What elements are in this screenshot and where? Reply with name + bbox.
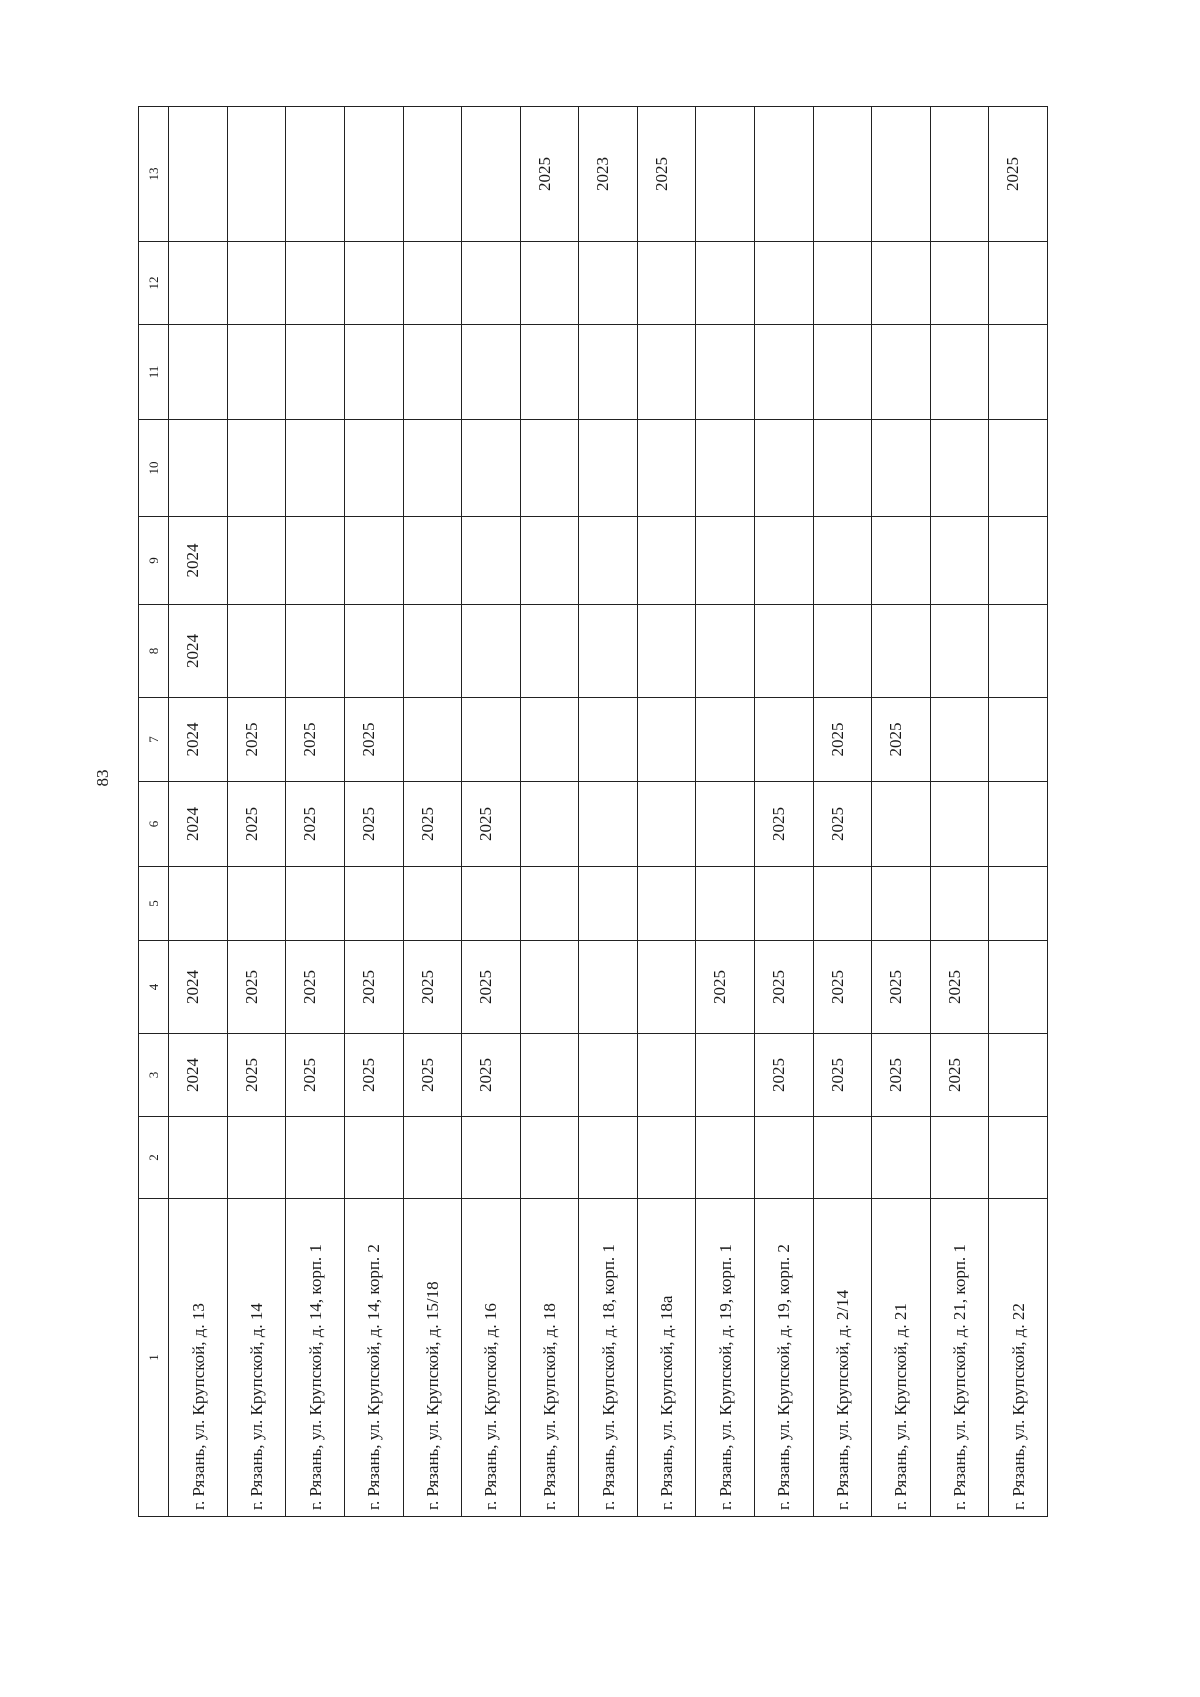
year-cell bbox=[637, 242, 696, 325]
year-cell bbox=[637, 605, 696, 698]
table-row bbox=[696, 107, 755, 1517]
year-cell bbox=[637, 1034, 696, 1117]
year-cell bbox=[579, 1034, 638, 1117]
year-cell bbox=[520, 517, 579, 605]
column-number: 1 bbox=[139, 1199, 169, 1517]
year-cell bbox=[696, 517, 755, 605]
year-cell bbox=[403, 325, 462, 420]
table-row bbox=[754, 107, 813, 1517]
year-cell bbox=[637, 1117, 696, 1199]
year-cell bbox=[754, 605, 813, 698]
year-cell: 2025 bbox=[462, 782, 521, 867]
table-row bbox=[930, 107, 989, 1517]
year-cell: 2025 bbox=[403, 782, 462, 867]
year-cell: 2025 bbox=[872, 1034, 931, 1117]
year-cell bbox=[872, 107, 931, 242]
year-cell: 2024 bbox=[169, 782, 228, 867]
table-row bbox=[813, 107, 872, 1517]
column-number: 9 bbox=[139, 517, 169, 605]
year-cell bbox=[227, 420, 286, 517]
year-cell bbox=[345, 420, 404, 517]
page-number: 83 bbox=[93, 769, 112, 787]
year-cell bbox=[579, 941, 638, 1034]
year-cell: 2025 bbox=[754, 941, 813, 1034]
year-cell bbox=[520, 605, 579, 698]
address-cell: г. Рязань, ул. Крупской, д. 21, корп. 1 bbox=[930, 1199, 989, 1517]
year-cell bbox=[696, 325, 755, 420]
year-cell bbox=[169, 1117, 228, 1199]
table-row bbox=[579, 107, 638, 1517]
year-cell bbox=[462, 605, 521, 698]
year-cell bbox=[227, 242, 286, 325]
address-cell: г. Рязань, ул. Крупской, д. 19, корп. 2 bbox=[754, 1199, 813, 1517]
year-cell bbox=[696, 1117, 755, 1199]
year-cell bbox=[930, 517, 989, 605]
year-cell bbox=[813, 325, 872, 420]
year-cell: 2025 bbox=[930, 1034, 989, 1117]
year-cell bbox=[345, 867, 404, 941]
year-cell bbox=[227, 867, 286, 941]
year-cell bbox=[696, 698, 755, 782]
year-cell bbox=[930, 698, 989, 782]
column-number: 8 bbox=[139, 605, 169, 698]
year-cell bbox=[872, 242, 931, 325]
year-cell: 2025 bbox=[813, 941, 872, 1034]
address-cell: г. Рязань, ул. Крупской, д. 18 bbox=[520, 1199, 579, 1517]
address-cell: г. Рязань, ул. Крупской, д. 14 bbox=[227, 1199, 286, 1517]
year-cell bbox=[872, 867, 931, 941]
year-cell: 2025 bbox=[286, 1034, 345, 1117]
year-cell: 2025 bbox=[462, 941, 521, 1034]
year-cell bbox=[872, 420, 931, 517]
year-cell: 2024 bbox=[169, 605, 228, 698]
table-row bbox=[286, 107, 345, 1517]
year-cell bbox=[579, 782, 638, 867]
year-cell bbox=[345, 242, 404, 325]
year-cell bbox=[754, 1117, 813, 1199]
year-cell bbox=[579, 605, 638, 698]
year-cell bbox=[169, 420, 228, 517]
table-row bbox=[872, 107, 931, 1517]
year-cell bbox=[579, 517, 638, 605]
year-cell bbox=[462, 698, 521, 782]
year-cell bbox=[696, 107, 755, 242]
address-cell: г. Рязань, ул. Крупской, д. 21 bbox=[872, 1199, 931, 1517]
year-cell bbox=[520, 1117, 579, 1199]
year-cell bbox=[696, 867, 755, 941]
table-row bbox=[403, 107, 462, 1517]
year-cell bbox=[520, 867, 579, 941]
column-number: 3 bbox=[139, 1034, 169, 1117]
year-cell bbox=[403, 420, 462, 517]
column-number: 13 bbox=[139, 107, 169, 242]
year-cell bbox=[989, 325, 1048, 420]
address-cell: г. Рязань, ул. Крупской, д. 22 bbox=[989, 1199, 1048, 1517]
year-cell: 2025 bbox=[227, 1034, 286, 1117]
year-cell bbox=[169, 867, 228, 941]
year-cell bbox=[403, 517, 462, 605]
year-cell bbox=[754, 325, 813, 420]
column-number: 12 bbox=[139, 242, 169, 325]
year-cell: 2025 bbox=[813, 698, 872, 782]
year-cell: 2024 bbox=[169, 1034, 228, 1117]
year-cell: 2025 bbox=[227, 941, 286, 1034]
year-cell bbox=[403, 242, 462, 325]
year-cell bbox=[462, 107, 521, 242]
year-cell bbox=[286, 420, 345, 517]
year-cell bbox=[872, 782, 931, 867]
year-cell bbox=[989, 605, 1048, 698]
year-cell: 2025 bbox=[754, 1034, 813, 1117]
year-cell bbox=[579, 420, 638, 517]
year-cell bbox=[813, 517, 872, 605]
year-cell bbox=[227, 605, 286, 698]
year-cell: 2024 bbox=[169, 698, 228, 782]
year-cell: 2025 bbox=[872, 698, 931, 782]
year-cell bbox=[637, 941, 696, 1034]
year-cell bbox=[286, 107, 345, 242]
year-cell bbox=[989, 782, 1048, 867]
year-cell bbox=[813, 605, 872, 698]
year-cell: 2025 bbox=[754, 782, 813, 867]
year-cell bbox=[813, 867, 872, 941]
table-row bbox=[989, 107, 1048, 1517]
year-cell bbox=[872, 605, 931, 698]
year-cell bbox=[403, 698, 462, 782]
address-cell: г. Рязань, ул. Крупской, д. 18, корп. 1 bbox=[579, 1199, 638, 1517]
year-cell: 2024 bbox=[169, 517, 228, 605]
year-cell: 2025 bbox=[696, 941, 755, 1034]
column-number: 5 bbox=[139, 867, 169, 941]
year-cell bbox=[989, 420, 1048, 517]
year-cell: 2025 bbox=[286, 698, 345, 782]
year-cell bbox=[403, 1117, 462, 1199]
year-cell bbox=[462, 325, 521, 420]
year-cell bbox=[813, 420, 872, 517]
column-number: 2 bbox=[139, 1117, 169, 1199]
year-cell bbox=[462, 867, 521, 941]
year-cell bbox=[286, 605, 345, 698]
year-cell bbox=[754, 420, 813, 517]
year-cell: 2025 bbox=[227, 782, 286, 867]
year-cell bbox=[227, 517, 286, 605]
year-cell bbox=[462, 420, 521, 517]
year-cell bbox=[345, 107, 404, 242]
year-cell: 2025 bbox=[462, 1034, 521, 1117]
year-cell: 2025 bbox=[930, 941, 989, 1034]
year-cell bbox=[872, 1117, 931, 1199]
year-cell bbox=[579, 1117, 638, 1199]
year-cell bbox=[286, 242, 345, 325]
year-cell bbox=[930, 107, 989, 242]
year-cell bbox=[930, 605, 989, 698]
year-cell: 2025 bbox=[345, 941, 404, 1034]
table-row bbox=[520, 107, 579, 1517]
year-cell bbox=[989, 698, 1048, 782]
table-row bbox=[462, 107, 521, 1517]
table-row bbox=[169, 107, 228, 1517]
column-number: 7 bbox=[139, 698, 169, 782]
year-cell bbox=[930, 420, 989, 517]
year-cell bbox=[637, 867, 696, 941]
year-cell bbox=[989, 867, 1048, 941]
year-cell: 2025 bbox=[813, 1034, 872, 1117]
year-cell bbox=[637, 698, 696, 782]
year-cell bbox=[520, 941, 579, 1034]
year-cell bbox=[403, 605, 462, 698]
year-cell bbox=[754, 517, 813, 605]
year-cell bbox=[813, 242, 872, 325]
year-cell bbox=[813, 1117, 872, 1199]
year-cell bbox=[403, 867, 462, 941]
year-cell bbox=[520, 325, 579, 420]
year-cell: 2025 bbox=[989, 107, 1048, 242]
year-cell: 2025 bbox=[637, 107, 696, 242]
year-cell bbox=[403, 107, 462, 242]
year-cell bbox=[637, 517, 696, 605]
year-cell bbox=[520, 1034, 579, 1117]
repair-schedule-table bbox=[138, 106, 1048, 1517]
year-cell: 2025 bbox=[286, 782, 345, 867]
year-cell: 2024 bbox=[169, 941, 228, 1034]
address-cell: г. Рязань, ул. Крупской, д. 19, корп. 1 bbox=[696, 1199, 755, 1517]
year-cell bbox=[696, 420, 755, 517]
year-cell bbox=[286, 867, 345, 941]
year-cell bbox=[989, 941, 1048, 1034]
column-number: 10 bbox=[139, 420, 169, 517]
year-cell bbox=[227, 107, 286, 242]
year-cell bbox=[754, 107, 813, 242]
year-cell bbox=[696, 242, 755, 325]
year-cell bbox=[286, 325, 345, 420]
year-cell bbox=[579, 325, 638, 420]
year-cell: 2025 bbox=[520, 107, 579, 242]
year-cell bbox=[930, 867, 989, 941]
column-number-row bbox=[139, 107, 169, 1517]
year-cell bbox=[754, 242, 813, 325]
year-cell bbox=[696, 1034, 755, 1117]
address-cell: г. Рязань, ул. Крупской, д. 14, корп. 1 bbox=[286, 1199, 345, 1517]
year-cell bbox=[227, 325, 286, 420]
year-cell bbox=[754, 698, 813, 782]
year-cell bbox=[345, 325, 404, 420]
address-cell: г. Рязань, ул. Крупской, д. 15/18 bbox=[403, 1199, 462, 1517]
year-cell: 2025 bbox=[345, 782, 404, 867]
year-cell bbox=[169, 325, 228, 420]
year-cell bbox=[520, 420, 579, 517]
year-cell: 2025 bbox=[813, 782, 872, 867]
year-cell bbox=[227, 1117, 286, 1199]
year-cell bbox=[345, 605, 404, 698]
year-cell bbox=[930, 242, 989, 325]
year-cell bbox=[989, 517, 1048, 605]
year-cell bbox=[872, 517, 931, 605]
year-cell: 2025 bbox=[286, 941, 345, 1034]
year-cell bbox=[520, 698, 579, 782]
column-number: 4 bbox=[139, 941, 169, 1034]
year-cell bbox=[345, 1117, 404, 1199]
year-cell bbox=[286, 1117, 345, 1199]
year-cell bbox=[754, 867, 813, 941]
year-cell bbox=[696, 605, 755, 698]
table-row bbox=[637, 107, 696, 1517]
address-cell: г. Рязань, ул. Крупской, д. 18а bbox=[637, 1199, 696, 1517]
rotated-table-sheet bbox=[138, 107, 1048, 1517]
address-cell: г. Рязань, ул. Крупской, д. 13 bbox=[169, 1199, 228, 1517]
year-cell bbox=[930, 1117, 989, 1199]
year-cell bbox=[579, 867, 638, 941]
year-cell bbox=[637, 325, 696, 420]
year-cell bbox=[989, 1117, 1048, 1199]
year-cell bbox=[520, 782, 579, 867]
year-cell: 2023 bbox=[579, 107, 638, 242]
column-number: 6 bbox=[139, 782, 169, 867]
address-cell: г. Рязань, ул. Крупской, д. 14, корп. 2 bbox=[345, 1199, 404, 1517]
year-cell bbox=[872, 325, 931, 420]
year-cell: 2025 bbox=[345, 1034, 404, 1117]
address-cell: г. Рязань, ул. Крупской, д. 2/14 bbox=[813, 1199, 872, 1517]
year-cell bbox=[637, 420, 696, 517]
year-cell bbox=[930, 782, 989, 867]
year-cell bbox=[286, 517, 345, 605]
year-cell: 2025 bbox=[345, 698, 404, 782]
year-cell bbox=[579, 698, 638, 782]
table-row bbox=[227, 107, 286, 1517]
year-cell bbox=[462, 1117, 521, 1199]
year-cell bbox=[169, 242, 228, 325]
year-cell: 2025 bbox=[403, 1034, 462, 1117]
year-cell bbox=[696, 782, 755, 867]
year-cell bbox=[169, 107, 228, 242]
year-cell bbox=[813, 107, 872, 242]
year-cell bbox=[989, 1034, 1048, 1117]
year-cell bbox=[930, 325, 989, 420]
year-cell bbox=[579, 242, 638, 325]
year-cell bbox=[462, 517, 521, 605]
year-cell bbox=[345, 517, 404, 605]
year-cell bbox=[462, 242, 521, 325]
address-cell: г. Рязань, ул. Крупской, д. 16 bbox=[462, 1199, 521, 1517]
year-cell: 2025 bbox=[403, 941, 462, 1034]
year-cell bbox=[520, 242, 579, 325]
column-number: 11 bbox=[139, 325, 169, 420]
year-cell: 2025 bbox=[227, 698, 286, 782]
year-cell bbox=[989, 242, 1048, 325]
table-row bbox=[345, 107, 404, 1517]
year-cell bbox=[637, 782, 696, 867]
year-cell: 2025 bbox=[872, 941, 931, 1034]
